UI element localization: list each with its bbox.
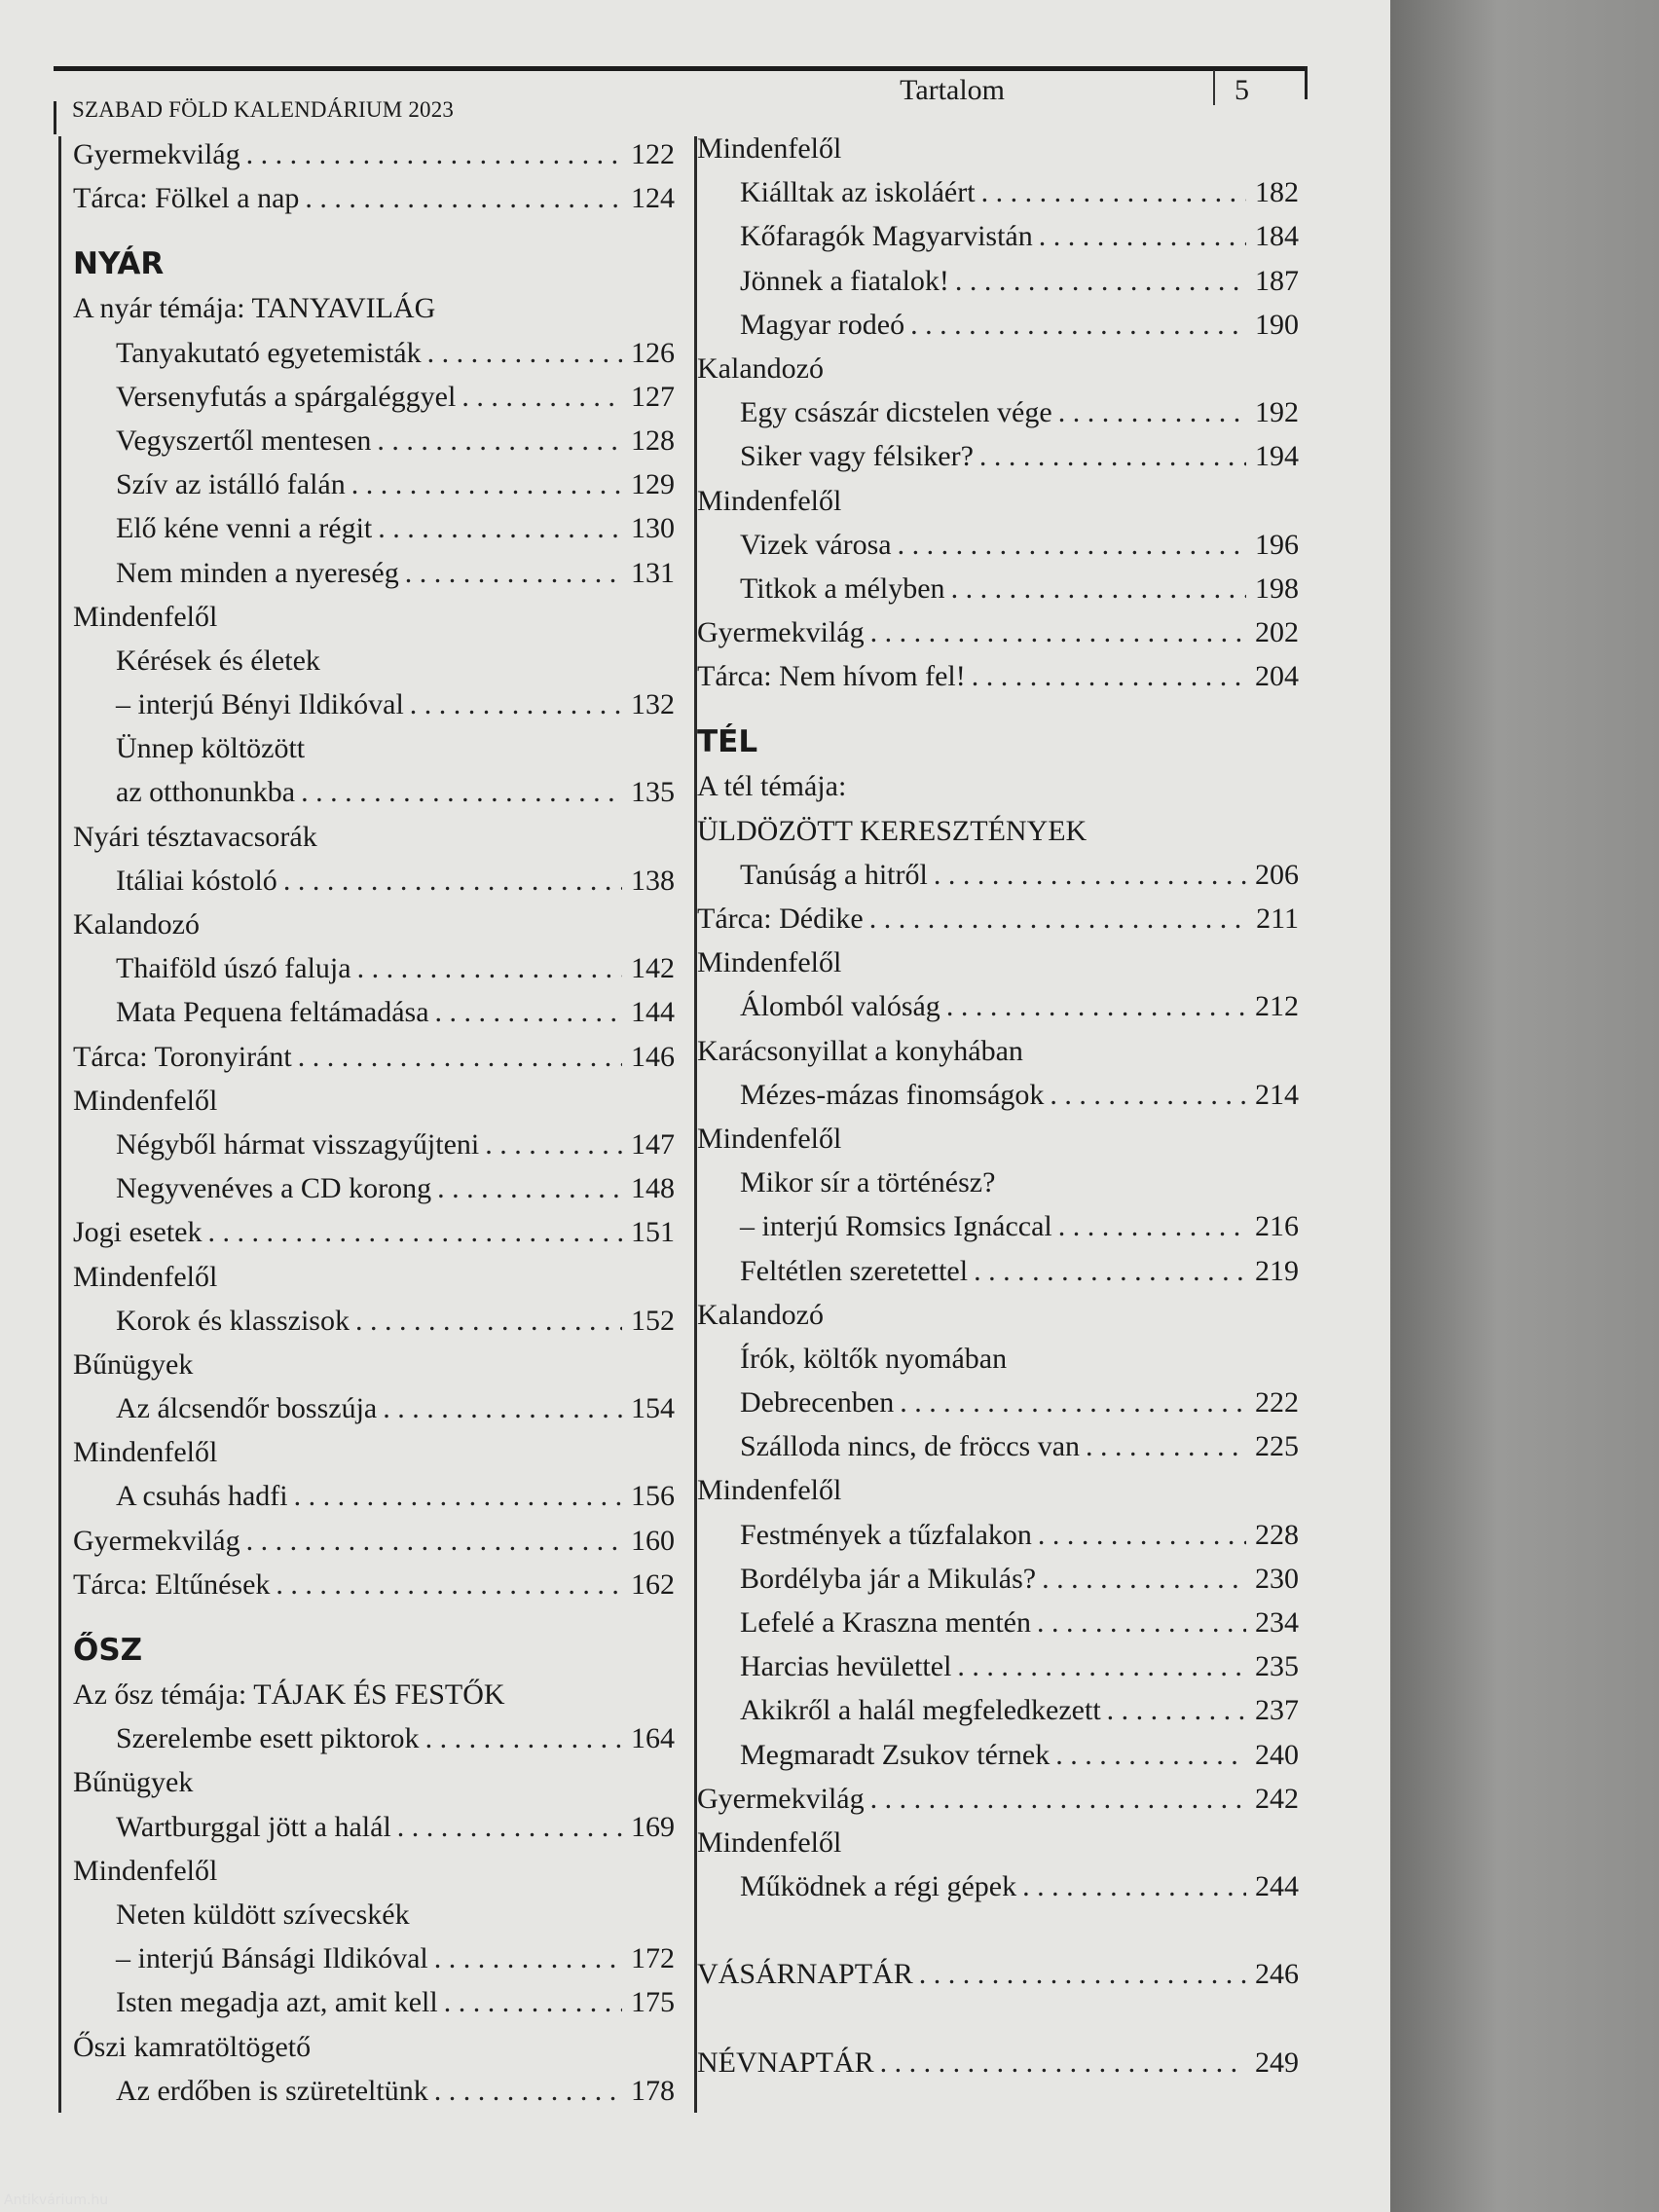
season-heading — [73, 220, 675, 286]
toc-subentry — [697, 853, 1299, 897]
toc-entry — [73, 1430, 675, 1474]
toc-subentry — [73, 770, 675, 814]
toc-entry — [73, 1210, 675, 1254]
entry-page-number: 127 — [631, 380, 675, 413]
toc-entry — [697, 1468, 1299, 1512]
entry-page-number: 225 — [1255, 1430, 1299, 1463]
entry-page-number: 184 — [1255, 220, 1299, 253]
dot-leader — [957, 1644, 1246, 1688]
entry-title: Működnek a régi gépek — [740, 1870, 1017, 1903]
entry-title: Akikről a halál megfeledkezett — [740, 1694, 1101, 1727]
dot-leader — [397, 1805, 622, 1849]
entry-title: Karácsonyillat a konyhában — [697, 1034, 1023, 1067]
toc-entry — [697, 2041, 1299, 2084]
entry-title: VÁSÁRNAPTÁR — [697, 1958, 913, 1991]
entry-title: Debrecenben — [740, 1386, 895, 1419]
entry-title: Gyermekvilág — [697, 1782, 865, 1815]
entry-page-number: 135 — [631, 776, 675, 809]
toc-entry — [73, 2025, 675, 2069]
toc-entry — [73, 286, 675, 330]
entry-title: Négyből hármat visszagyűjteni — [116, 1127, 480, 1161]
entry-title: Nem minden a nyereség — [116, 556, 399, 589]
entry-page-number: 235 — [1255, 1650, 1299, 1683]
entry-title: Szálloda nincs, de fröccs van — [740, 1430, 1081, 1463]
entry-page-number: 126 — [631, 336, 675, 369]
toc-subentry — [697, 434, 1299, 478]
toc-entry — [697, 1777, 1299, 1821]
entry-title: Mindenfelől — [697, 132, 842, 165]
season-heading-text: ŐSZ — [73, 1633, 143, 1668]
dot-leader — [357, 946, 622, 990]
entry-title: Kalandozó — [697, 351, 824, 385]
entry-page-number: 128 — [631, 424, 675, 457]
toc-entry — [73, 1079, 675, 1123]
dot-leader — [283, 859, 622, 903]
entry-page-number: 214 — [1255, 1078, 1299, 1111]
entry-title: Kérések és életek — [116, 644, 320, 677]
dot-leader — [383, 1386, 622, 1430]
dot-leader — [955, 259, 1246, 303]
dot-leader — [405, 551, 622, 595]
toc-subentry — [697, 170, 1299, 214]
toc-subentry — [73, 639, 675, 682]
toc-entry — [697, 1029, 1299, 1073]
dot-leader — [1038, 1513, 1246, 1557]
entry-page-number: 196 — [1255, 528, 1299, 561]
entry-title: Megmaradt Zsukov térnek — [740, 1738, 1051, 1771]
toc-subentry — [73, 1936, 675, 1980]
entry-title: Szív az istálló falán — [116, 468, 346, 501]
entry-title: Vegyszertől mentesen — [116, 424, 372, 457]
entry-title: Gyermekvilág — [73, 1524, 240, 1557]
toc-subentry — [73, 2069, 675, 2113]
entry-title: Mindenfelől — [697, 1474, 842, 1507]
entry-title: Írók, költők nyomában — [740, 1342, 1008, 1375]
dot-leader — [946, 984, 1246, 1028]
entry-page-number: 147 — [631, 1127, 675, 1161]
entry-page-number: 131 — [631, 556, 675, 589]
dot-leader — [246, 132, 622, 176]
toc-subentry — [697, 1513, 1299, 1557]
toc-subentry — [73, 1166, 675, 1210]
entry-page-number: 204 — [1255, 660, 1299, 693]
dot-leader — [919, 1952, 1246, 1996]
toc-subentry — [73, 859, 675, 903]
entry-page-number: 144 — [631, 996, 675, 1029]
publication-title: SZABAD FÖLD KALENDÁRIUM 2023 — [72, 97, 455, 122]
toc-subentry — [73, 1716, 675, 1760]
toc-subentry — [697, 567, 1299, 610]
entry-page-number: 160 — [631, 1524, 675, 1557]
entry-title: Egy császár dicstelen vége — [740, 396, 1052, 429]
toc-subentry — [73, 331, 675, 375]
entry-title: – interjú Bényi Ildikóval — [116, 688, 404, 721]
toc-subentry — [697, 1424, 1299, 1468]
entry-title: Kiálltak az iskoláért — [740, 176, 976, 209]
toc-subentry — [73, 1386, 675, 1430]
entry-page-number: 146 — [631, 1040, 675, 1073]
entry-title: Lefelé a Kraszna mentén — [740, 1606, 1031, 1639]
season-heading — [73, 1606, 675, 1673]
entry-page-number: 212 — [1255, 990, 1299, 1023]
dot-leader — [301, 770, 622, 814]
toc-subentry — [697, 1337, 1299, 1381]
entry-title: Mindenfelől — [73, 1436, 218, 1469]
entry-title: A tél témája: — [697, 770, 847, 803]
dot-leader — [1042, 1557, 1246, 1601]
entry-page-number: 175 — [631, 1986, 675, 2019]
entry-title: A nyár témája: TANYAVILÁG — [73, 292, 436, 325]
dot-leader — [1039, 214, 1246, 258]
toc-entry — [697, 897, 1299, 940]
toc-subentry — [697, 1601, 1299, 1644]
toc-entry — [73, 1563, 675, 1606]
dot-leader — [934, 853, 1246, 897]
entry-page-number: 192 — [1255, 396, 1299, 429]
toc-subentry — [73, 1980, 675, 2024]
entry-page-number: 234 — [1255, 1606, 1299, 1639]
entry-title: Őszi kamratöltögető — [73, 2030, 312, 2063]
dot-leader — [410, 682, 622, 726]
entry-page-number: 132 — [631, 688, 675, 721]
entry-title: Szerelembe esett piktorok — [116, 1722, 420, 1755]
dot-leader — [974, 1249, 1246, 1293]
dot-leader — [880, 2041, 1246, 2084]
entry-page-number: 222 — [1255, 1386, 1299, 1419]
entry-title: Kalandozó — [697, 1298, 824, 1331]
toc-entry — [73, 815, 675, 859]
toc-entry — [73, 176, 675, 220]
entry-title: Kőfaragók Magyarvistán — [740, 220, 1033, 253]
dot-leader — [461, 375, 622, 419]
dot-leader — [900, 1381, 1246, 1424]
dot-leader — [276, 1563, 622, 1606]
entry-title: Titkok a mélyben — [740, 571, 945, 605]
entry-title: Tanyakutató egyetemisták — [116, 336, 422, 369]
toc-entry — [697, 654, 1299, 698]
entry-page-number: 142 — [631, 952, 675, 985]
entry-title: Itáliai kóstoló — [116, 864, 277, 897]
entry-title: Tanúság a hitről — [740, 858, 928, 891]
dot-leader — [351, 462, 622, 506]
entry-title: Mindenfelől — [697, 1122, 842, 1155]
toc-subentry — [73, 1123, 675, 1166]
toc-subentry — [697, 1644, 1299, 1688]
dot-leader — [1058, 1204, 1246, 1248]
entry-page-number: 246 — [1255, 1958, 1299, 1991]
toc-right-column — [697, 127, 1299, 2084]
entry-page-number: 242 — [1255, 1782, 1299, 1815]
toc-entry — [73, 1343, 675, 1386]
toc-entry — [73, 1255, 675, 1299]
entry-title: Wartburggal jött a halál — [116, 1810, 391, 1843]
entry-title: Az erdőben is szüreteltünk — [116, 2074, 428, 2107]
entry-page-number: 138 — [631, 864, 675, 897]
dot-leader — [1055, 1733, 1246, 1777]
left-margin-rule — [58, 136, 61, 2113]
entry-page-number: 182 — [1255, 176, 1299, 209]
toc-subentry — [697, 214, 1299, 258]
entry-title: az otthonunkba — [116, 776, 296, 809]
toc-entry — [697, 940, 1299, 984]
entry-title: Korok és klasszisok — [116, 1304, 350, 1337]
entry-title: NÉVNAPTÁR — [697, 2046, 874, 2079]
entry-title: Mata Pequena feltámadása — [116, 996, 429, 1029]
dot-leader — [951, 567, 1246, 610]
dot-leader — [444, 1980, 622, 2024]
toc-entry — [697, 1821, 1299, 1864]
dot-leader — [437, 1166, 622, 1210]
entry-page-number: 240 — [1255, 1738, 1299, 1771]
dot-leader — [972, 654, 1246, 698]
entry-title: Bűnügyek — [73, 1347, 194, 1381]
entry-title: Isten megadja azt, amit kell — [116, 1986, 438, 2019]
header-rule — [54, 66, 1308, 71]
entry-page-number: 130 — [631, 512, 675, 545]
toc-subentry — [697, 259, 1299, 303]
entry-page-number: 249 — [1255, 2046, 1299, 2079]
toc-subentry — [73, 1805, 675, 1849]
entry-page-number: 129 — [631, 468, 675, 501]
entry-title: Bűnügyek — [73, 1766, 194, 1799]
entry-title: Jönnek a fiatalok! — [740, 264, 949, 297]
entry-title: Ünnep költözött — [116, 732, 306, 765]
entry-page-number: 156 — [631, 1480, 675, 1513]
entry-page-number: 172 — [631, 1942, 675, 1975]
season-heading-text: NYÁR — [73, 246, 165, 282]
entry-title: Nyári tésztavacsorák — [73, 820, 317, 853]
entry-title: Magyar rodeó — [740, 308, 905, 341]
entry-title: Harcias hevülettel — [740, 1650, 952, 1683]
toc-subentry — [697, 1557, 1299, 1601]
entry-title: – interjú Bánsági Ildikóval — [116, 1942, 428, 1975]
dot-leader — [1050, 1073, 1246, 1117]
entry-page-number: 187 — [1255, 264, 1299, 297]
toc-subentry — [697, 1733, 1299, 1777]
entry-page-number: 190 — [1255, 308, 1299, 341]
toc-subentry — [73, 462, 675, 506]
entry-title: Siker vagy félsiker? — [740, 440, 974, 473]
dot-leader — [1037, 1601, 1246, 1644]
dot-leader — [435, 990, 622, 1034]
header-right-tick — [1305, 66, 1308, 99]
toc-subentry — [697, 1688, 1299, 1732]
header-left-tick — [54, 101, 56, 134]
entry-page-number: 219 — [1255, 1254, 1299, 1287]
entry-page-number: 169 — [631, 1810, 675, 1843]
entry-title: Tárca: Nem hívom fel! — [697, 660, 966, 693]
toc-entry — [73, 595, 675, 639]
toc-subentry — [697, 390, 1299, 434]
toc-subentry — [73, 1474, 675, 1518]
entry-page-number: 230 — [1255, 1562, 1299, 1595]
dot-leader — [434, 1936, 622, 1980]
toc-subentry — [697, 523, 1299, 567]
toc-subentry — [73, 990, 675, 1034]
toc-entry — [697, 1117, 1299, 1161]
toc-subentry — [697, 303, 1299, 347]
dot-leader — [979, 434, 1246, 478]
entry-title: Gyermekvilág — [73, 138, 240, 170]
dot-leader — [298, 1035, 622, 1079]
entry-page-number: 154 — [631, 1392, 675, 1425]
toc-subentry — [73, 1893, 675, 1936]
entry-title: Bordélyba jár a Mikulás? — [740, 1562, 1037, 1595]
entry-title: Tárca: Dédike — [697, 903, 864, 935]
toc-subentry — [73, 506, 675, 550]
toc-subentry — [73, 551, 675, 595]
season-heading-text: TÉL — [697, 724, 758, 760]
toc-entry — [697, 1952, 1299, 1996]
toc-entry — [73, 1035, 675, 1079]
toc-entry — [73, 1519, 675, 1563]
toc-subentry — [73, 682, 675, 726]
page-number: 5 — [1235, 74, 1249, 106]
toc-entry — [697, 347, 1299, 390]
entry-title: Álomból valóság — [740, 990, 940, 1023]
entry-title: Jogi esetek — [73, 1216, 203, 1249]
dot-leader — [981, 170, 1246, 214]
dot-leader — [898, 523, 1246, 567]
toc-entry — [697, 610, 1299, 654]
dot-leader — [870, 610, 1246, 654]
toc-subentry — [697, 1249, 1299, 1293]
toc-subentry — [697, 1204, 1299, 1248]
entry-title: Vizek városa — [740, 528, 892, 561]
entry-title: Festmények a tűzfalakon — [740, 1518, 1032, 1551]
dot-leader — [1058, 390, 1246, 434]
entry-title: Mikor sír a történész? — [740, 1166, 996, 1199]
entry-page-number: 211 — [1256, 903, 1299, 935]
toc-entry — [697, 479, 1299, 523]
entry-title: Mézes-mázas finomságok — [740, 1078, 1045, 1111]
entry-page-number: 124 — [631, 182, 675, 215]
dot-leader — [294, 1474, 622, 1518]
dot-leader — [246, 1519, 622, 1563]
toc-entry — [73, 903, 675, 946]
dot-leader — [870, 1777, 1246, 1821]
toc-subentry — [697, 1073, 1299, 1117]
dot-leader — [377, 419, 622, 462]
toc-entry — [73, 1760, 675, 1804]
toc-subentry — [73, 375, 675, 419]
toc-entry — [73, 132, 675, 176]
toc-left-column — [73, 132, 675, 2113]
dot-leader — [1086, 1424, 1246, 1468]
entry-title: Mindenfelől — [73, 1084, 218, 1117]
dot-leader — [1022, 1864, 1246, 1908]
entry-title: Mindenfelől — [73, 600, 218, 633]
toc-subentry — [73, 726, 675, 770]
entry-title: Versenyfutás a spárgaléggyel — [116, 380, 457, 413]
entry-title: Neten küldött szívecskék — [116, 1898, 410, 1931]
dot-leader — [869, 897, 1246, 940]
toc-subentry — [697, 1161, 1299, 1204]
dot-leader — [355, 1299, 622, 1343]
dot-leader — [378, 506, 622, 550]
entry-page-number: 148 — [631, 1172, 675, 1205]
toc-entry — [697, 127, 1299, 170]
toc-subentry — [697, 984, 1299, 1028]
toc-entry — [697, 764, 1299, 808]
entry-page-number: 206 — [1255, 858, 1299, 891]
entry-page-number: 202 — [1255, 616, 1299, 649]
header-separator — [1213, 70, 1215, 105]
page-edge-shadow — [1390, 0, 1659, 2212]
entry-title: Tárca: Toronyiránt — [73, 1040, 292, 1073]
dot-leader — [305, 176, 622, 220]
entry-title: Mindenfelől — [697, 484, 842, 517]
entry-page-number: 178 — [631, 2074, 675, 2107]
entry-title: Kalandozó — [73, 908, 200, 940]
entry-title: Feltétlen szeretettel — [740, 1254, 969, 1287]
entry-title: Negyvenéves a CD korong — [116, 1172, 432, 1205]
entry-page-number: 198 — [1255, 571, 1299, 605]
entry-title: Tárca: Eltűnések — [73, 1567, 271, 1601]
entry-page-number: 162 — [631, 1567, 675, 1601]
dot-leader — [434, 2069, 622, 2113]
entry-page-number: 151 — [631, 1216, 675, 1249]
entry-page-number: 216 — [1255, 1210, 1299, 1243]
toc-subentry — [697, 1381, 1299, 1424]
entry-title: A csuhás hadfi — [116, 1480, 288, 1513]
entry-title: Gyermekvilág — [697, 616, 865, 649]
entry-title: Mindenfelől — [697, 946, 842, 979]
toc-entry — [697, 809, 1299, 853]
dot-leader — [427, 331, 622, 375]
entry-page-number: 244 — [1255, 1870, 1299, 1903]
toc-entry — [73, 1849, 675, 1893]
spacer — [697, 1997, 1299, 2041]
entry-title: ÜLDÖZÖTT KERESZTÉNYEK — [697, 814, 1088, 847]
entry-page-number: 152 — [631, 1304, 675, 1337]
entry-title: – interjú Romsics Ignáccal — [740, 1210, 1052, 1243]
dot-leader — [910, 303, 1246, 347]
entry-page-number: 122 — [631, 138, 675, 170]
entry-title: Elő kéne venni a régit — [116, 512, 373, 545]
toc-subentry — [73, 946, 675, 990]
entry-title: Az ősz témája: TÁJAK ÉS FESTŐK — [73, 1678, 505, 1711]
toc-subentry — [73, 1299, 675, 1343]
entry-title: Az álcsendőr bosszúja — [116, 1392, 378, 1425]
watermark: Antikvárium.hu — [4, 2193, 109, 2208]
entry-page-number: 194 — [1255, 440, 1299, 473]
season-heading — [697, 698, 1299, 764]
entry-page-number: 164 — [631, 1722, 675, 1755]
entry-title: Thaiföld úszó faluja — [116, 952, 351, 985]
entry-title: Mindenfelől — [73, 1260, 218, 1293]
dot-leader — [207, 1210, 622, 1254]
toc-entry — [73, 1673, 675, 1716]
entry-title: Mindenfelől — [73, 1854, 218, 1887]
toc-subentry — [73, 419, 675, 462]
dot-leader — [1107, 1688, 1246, 1732]
entry-title: Tárca: Fölkel a nap — [73, 182, 300, 215]
spacer — [697, 1908, 1299, 1952]
toc-subentry — [697, 1864, 1299, 1908]
toc-entry — [697, 1293, 1299, 1337]
entry-page-number: 228 — [1255, 1518, 1299, 1551]
dot-leader — [485, 1123, 622, 1166]
entry-title: Mindenfelől — [697, 1825, 842, 1859]
section-title: Tartalom — [900, 74, 1005, 106]
entry-page-number: 237 — [1255, 1694, 1299, 1727]
dot-leader — [425, 1716, 622, 1760]
